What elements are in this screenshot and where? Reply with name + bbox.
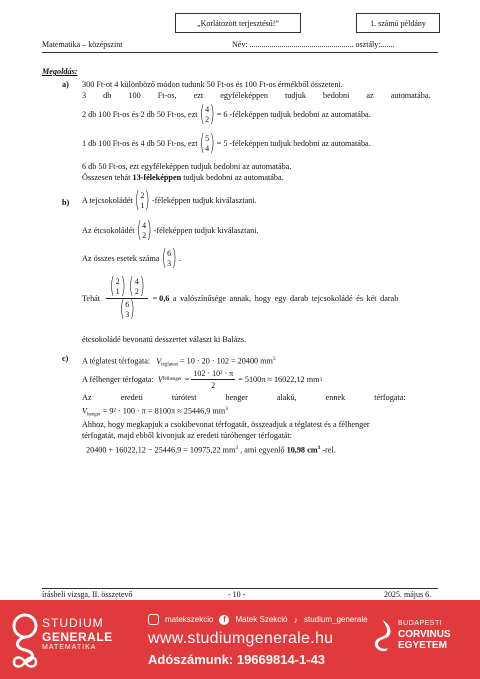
binomial-4-2: ( 4 2 ) (199, 102, 215, 127)
part-b-line4-pre: Tehát (82, 293, 101, 303)
part-c-line3-text: Az eredeti túrótest henger alakú, ennek térfogata: (82, 393, 406, 402)
binom-bottom: 1 (115, 287, 120, 296)
part-c-line6: térfogatát, majd ebből kivonjuk az eredeti túróhenger térfogatát: (82, 431, 293, 440)
brand-studium: STUDIUM (42, 616, 104, 630)
footer-page-number: - 10 - (228, 590, 246, 599)
binomial-2-1: ( 2 1 ) (134, 188, 150, 213)
binom-top: 6 (125, 300, 130, 309)
part-a-line4-post: = 5 -féleképpen tudjuk bedobni az automatába. (216, 139, 371, 148)
part-a-line1: 300 Ft-ot 4 különböző módon tudunk 50 Ft-os és 100 Ft-os érmékből összeteni. (82, 80, 343, 89)
binomial-5-4: ( 5 4 ) (199, 131, 215, 156)
part-a-line3-post: = 6 -féleképpen tudjuk bedobni az automatába. (216, 110, 371, 119)
tax-number: Adószámunk: 19669814-1-43 (148, 652, 326, 667)
part-a-line3 (82, 104, 371, 126)
header-rule (42, 52, 438, 53)
name-line: Név: .................................................... osztály:....... (232, 40, 395, 49)
part-c-line4-post: = 9² · 100 · π = 8100π ≈ 25446,9 mm (102, 406, 226, 416)
subject-label: Matematika – középszint (42, 40, 123, 49)
part-c-line2: A félhenger térfogata: V félhenger = $\frac{\text{102 · 10² · π}}{2}$ = 5100π ≈ 16022,12 mm 3 (82, 369, 323, 390)
restriction-label: „Korlátozott terjesztésű!” (197, 18, 279, 28)
part-b-line2-pre: Az étcsokoládét (82, 226, 135, 235)
volume-subscript: henger (87, 412, 101, 418)
part-c-label: c) (62, 354, 69, 363)
volume-symbol: V (157, 374, 163, 384)
binomial-6-3: ( 6 3 ) (161, 246, 177, 271)
part-c-line2-post: = 5100π ≈ 16022,12 mm (238, 374, 320, 384)
part-a-label: a) (62, 80, 69, 89)
partner-egyetem: EGYETEM (398, 640, 447, 651)
binomial-4-2b: ( 4 2 ) (136, 218, 152, 243)
part-c-line3 (82, 393, 438, 403)
volume-subscript: téglatest (161, 362, 178, 368)
part-a-line4-pre: 1 db 100 Ft-os és 4 db 50 Ft-os, ezt (82, 139, 198, 148)
social-row (148, 614, 368, 625)
binom-bottom: 1 (140, 201, 145, 210)
part-a-line2 (82, 91, 438, 101)
binom-top: 2 (140, 191, 145, 200)
instagram-handle[interactable]: matekszekcio (165, 615, 214, 624)
tiktok-handle[interactable]: studium_generale (304, 615, 368, 624)
part-b-line2 (82, 220, 259, 242)
part-b-line4-post: a valószínűsége annak, hogy egy darab tejcsokoládé és két darab (169, 293, 399, 303)
website-link[interactable]: www.studiumgenerale.hu (148, 630, 334, 647)
fraction-denominator: 2 (211, 381, 216, 390)
equals-sign: = (152, 293, 160, 303)
part-c-line1-post: = 10 · 20 · 102 = 20400 mm (179, 356, 273, 366)
footer-exam-label: írásbeli vizsga, II. összetevő (42, 590, 133, 599)
part-c-line5: Ahhoz, hogy megkapjuk a csokibevonat térfogatát, összeadjuk a téglatest és a félhenger (82, 420, 370, 429)
part-b-line1-pre: A tejcsokoládét (82, 196, 133, 205)
binom-top: 4 (205, 105, 210, 114)
part-a-line6 (82, 173, 284, 183)
part-b-line3-post: . (178, 254, 181, 263)
sponsor-banner (0, 600, 480, 679)
binom-top: 4 (134, 277, 139, 286)
footer-date: 2025. május 6. (384, 590, 432, 599)
probability-fraction: ( 2 1 ) ( 4 2 ) ( 6 3 ) (106, 276, 148, 321)
part-b-line3-pre: Az összes esetek száma (82, 254, 160, 263)
fraction-numerator: 102 · 10² · π (193, 369, 234, 378)
volume-subscript: félhenger (162, 376, 182, 382)
part-a-line6-pre: Összesen tehát (82, 173, 133, 182)
part-a-line5: 6 db 50 Ft-os, ezt egyféleképpen tudjuk bedobni az automatába. (82, 162, 292, 171)
part-b-line5: étcsokoládé bevonatú desszertet választ ki Balázs. (82, 335, 247, 344)
binom-bottom: 2 (134, 287, 139, 296)
binom-top: 6 (167, 249, 172, 258)
part-b-line1 (82, 190, 257, 212)
part-c-line1-pre: A téglatest térfogata: (82, 356, 151, 366)
partner-corvinus: CORVINUS (398, 629, 451, 640)
brand-matematika: MATEMATIKA (42, 644, 97, 651)
footer-rule (42, 588, 438, 589)
binom-bottom: 3 (125, 310, 130, 319)
binom-bottom: 4 (205, 144, 210, 153)
half-cylinder-fraction (191, 368, 235, 391)
copy-number-label: 1. számú példány (370, 18, 426, 28)
part-c-line7-mid: , ami egyenlő (238, 445, 287, 455)
copy-number-box (356, 13, 440, 33)
part-b-line2-post: -féleképpen tudjuk kiválasztani. (153, 226, 259, 235)
volume-symbol: V (82, 406, 88, 416)
part-a-line2-text: 3 db 100 Ft-os, ezt egyféleképpen tudjuk bedobni az automatába. (82, 91, 431, 100)
part-c-line1: A téglatest térfogata: $V_{téglatest} = 10 \cdot 20 \cdot 102 = 20400$ $mm^3$ (82, 356, 276, 368)
part-c-answer: 10,98 cm (286, 445, 318, 455)
part-b-label: b) (62, 198, 70, 207)
partner-budapesti: BUDAPESTI (398, 620, 443, 627)
binom-bottom: 2 (142, 231, 147, 240)
part-c-line7: 20400 + 16022,12 − 25446,9 = 10975,22 $mm^3$ , ami egyenlő 10,98 $cm^3$ -rel. (86, 445, 336, 455)
part-a-line3-pre: 2 db 100 Ft-os és 2 db 50 Ft-os, ezt (82, 110, 198, 119)
binom-bottom: 2 (205, 115, 210, 124)
facebook-handle[interactable]: Matek Szekció (235, 615, 288, 624)
facebook-icon[interactable]: f (219, 615, 229, 625)
binom-top: 2 (115, 277, 120, 286)
part-c-line4: $V_{henger} = 9^2 \cdot 100 \cdot \pi = 8100\pi \approx 25446,9$ $mm^3$ (82, 406, 228, 418)
brand-generale: GENERALE (42, 630, 113, 644)
binom-top: 5 (205, 134, 210, 143)
binom-bottom: 3 (167, 259, 172, 268)
part-b-answer: 0,6 (159, 293, 170, 303)
studium-generale-logo-icon (10, 612, 40, 670)
part-b-line1-post: -féleképpen tudjuk kiválasztani. (151, 196, 257, 205)
part-b-line4 (82, 276, 438, 321)
part-c-line7-pre: 20400 + 16022,12 − 25446,9 = 10975,22 mm (86, 445, 236, 455)
binom-top: 4 (142, 221, 147, 230)
part-c-line7-post: -rel. (320, 445, 336, 455)
part-a-answer: 13-féleképpen (132, 173, 182, 182)
part-a-line6-post: tudjuk bedobni az automatába. (181, 173, 284, 182)
part-a-line4 (82, 133, 371, 155)
instagram-icon[interactable] (148, 614, 159, 625)
tiktok-icon[interactable]: ♪ (293, 614, 298, 625)
solution-title: Megoldás: (42, 67, 78, 76)
part-c-line2-pre: A félhenger térfogata: (82, 374, 154, 384)
restriction-box (175, 13, 301, 33)
volume-symbol: V (156, 356, 162, 366)
part-b-line3 (82, 248, 181, 270)
corvinus-crest-icon (372, 618, 394, 652)
